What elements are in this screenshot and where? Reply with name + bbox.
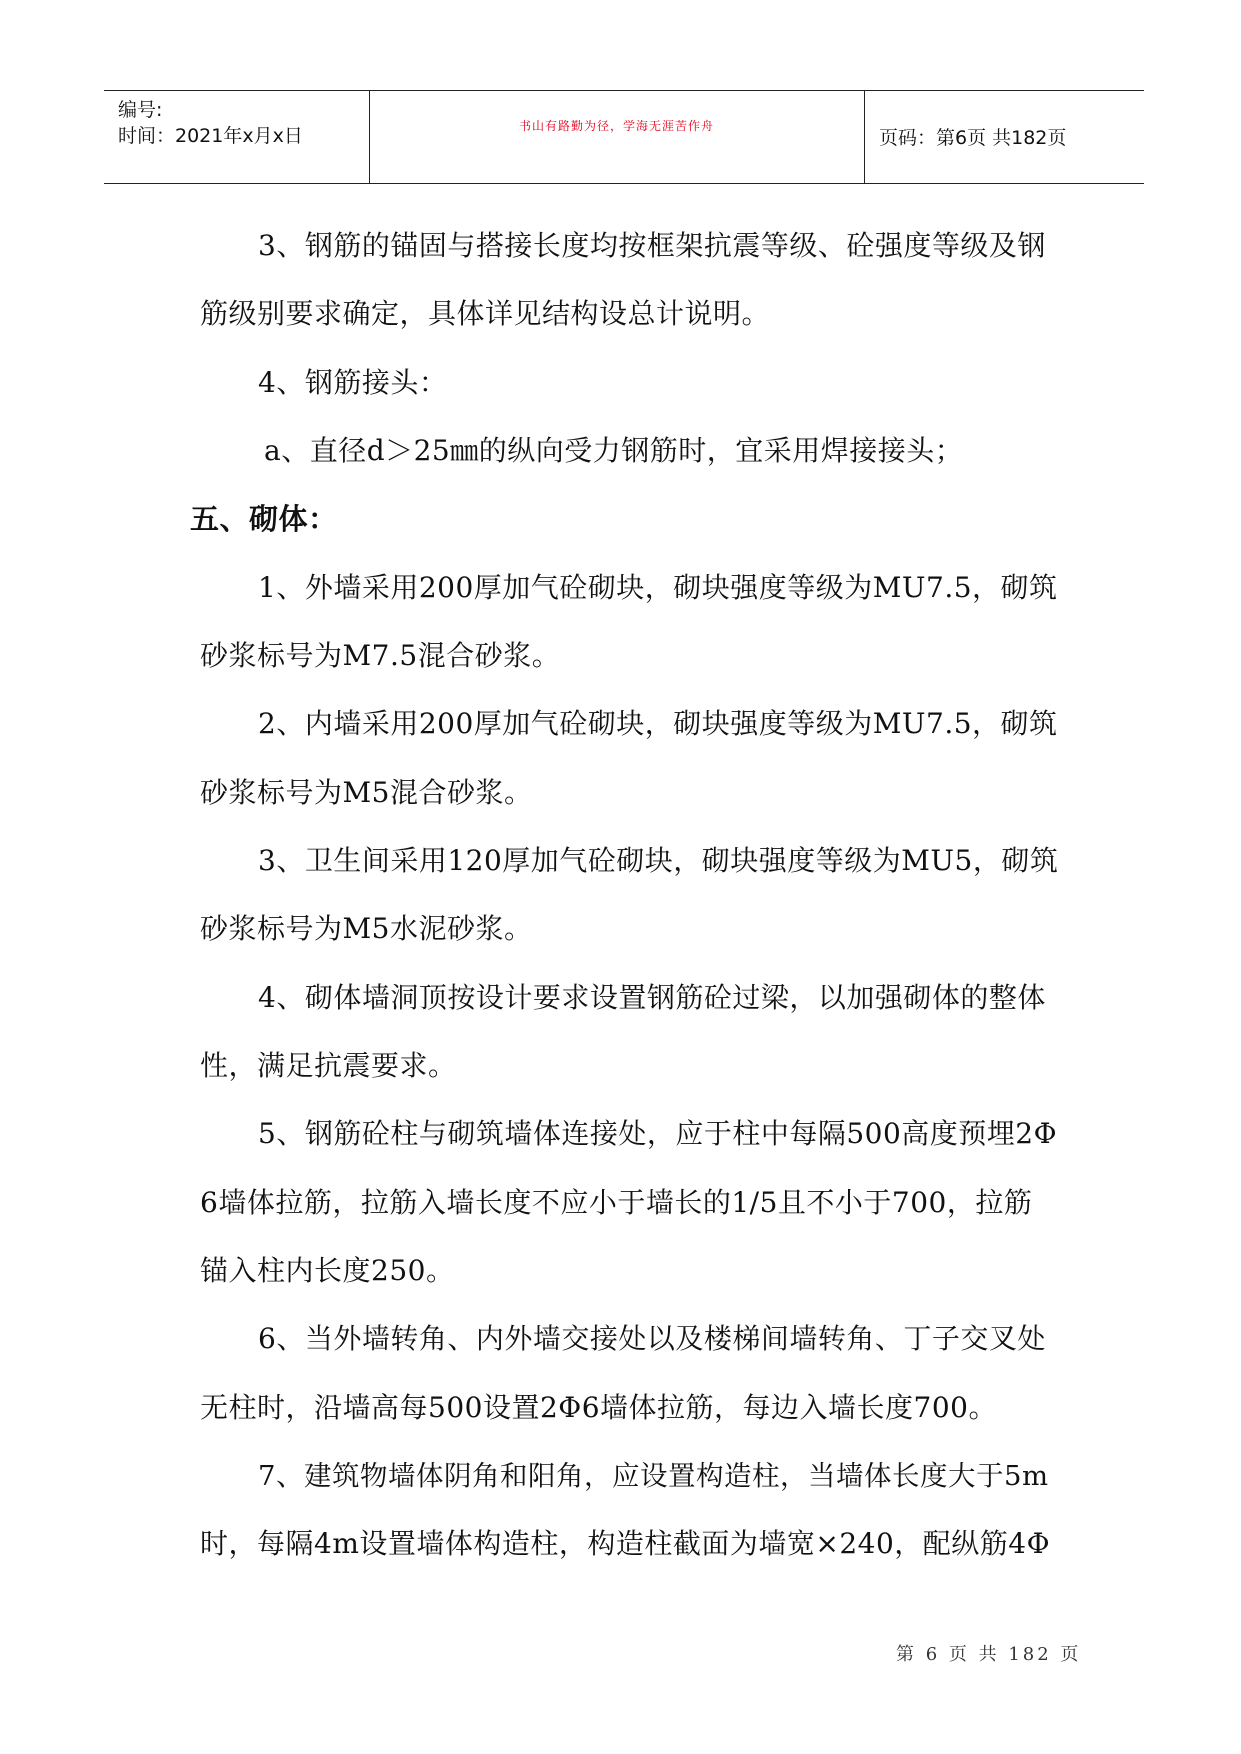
body-line: a、直径d＞25㎜的纵向受力钢筋时，宜采用焊接接头； (264, 434, 964, 467)
body-line: 筋级别要求确定，具体详见结构设总计说明。 (200, 297, 771, 330)
body-line: 7、建筑物墙体阴角和阳角，应设置构造柱，当墙体长度大于5m (258, 1460, 1049, 1492)
body-line: 时，每隔4m设置墙体构造柱，构造柱截面为墙宽×240，配纵筋4Φ (200, 1527, 1051, 1560)
body-line: 3、卫生间采用120厚加气砼砌块，砌块强度等级为MU5，砌筑 (258, 844, 1059, 877)
header-page-cell (865, 91, 1144, 183)
header-page-label: 页码：第6页 共182页 (879, 127, 1067, 149)
body-line: 砂浆标号为M5混合砂浆。 (200, 776, 533, 809)
body-line: 2、内墙采用200厚加气砼砌块，砌块强度等级为MU7.5，砌筑 (258, 707, 1058, 740)
header-motto-cell (369, 91, 865, 183)
motto-text: 书山有路勤为径，学海无涯苦作舟 (518, 119, 714, 133)
body-line: 5、钢筋砼柱与砌筑墙体连接处，应于柱中每隔500高度预埋2Φ (258, 1117, 1058, 1150)
page-footer: 第 6 页 共 182 页 (896, 1644, 1082, 1665)
body-line: 砂浆标号为M7.5混合砂浆。 (200, 639, 561, 672)
page-header (104, 90, 1144, 184)
body-line: 4、砌体墙洞顶按设计要求设置钢筋砼过梁，以加强砌体的整体 (258, 981, 1046, 1014)
number-label: 编号: (118, 99, 163, 121)
body-line: 3、钢筋的锚固与搭接长度均按框架抗震等级、砼强度等级及钢 (258, 229, 1046, 262)
section-heading: 五、砌体： (190, 502, 338, 536)
header-meta-cell (104, 91, 370, 183)
time-label: 时间：2021年x月x日 (118, 125, 303, 147)
body-line: 无柱时，沿墙高每500设置2Φ6墙体拉筋，每边入墙长度700。 (200, 1391, 997, 1424)
body-line: 4、钢筋接头： (258, 366, 448, 399)
body-line: 性，满足抗震要求。 (200, 1049, 457, 1082)
body-line: 锚入柱内长度250。 (200, 1254, 455, 1287)
body-line: 6墙体拉筋，拉筋入墙长度不应小于墙长的1/5且不小于700，拉筋 (200, 1186, 1033, 1219)
body-line: 6、当外墙转角、内外墙交接处以及楼梯间墙转角、丁子交叉处 (258, 1322, 1046, 1355)
body-line: 1、外墙采用200厚加气砼砌块，砌块强度等级为MU7.5，砌筑 (258, 571, 1058, 604)
body-line: 砂浆标号为M5水泥砂浆。 (200, 912, 533, 945)
